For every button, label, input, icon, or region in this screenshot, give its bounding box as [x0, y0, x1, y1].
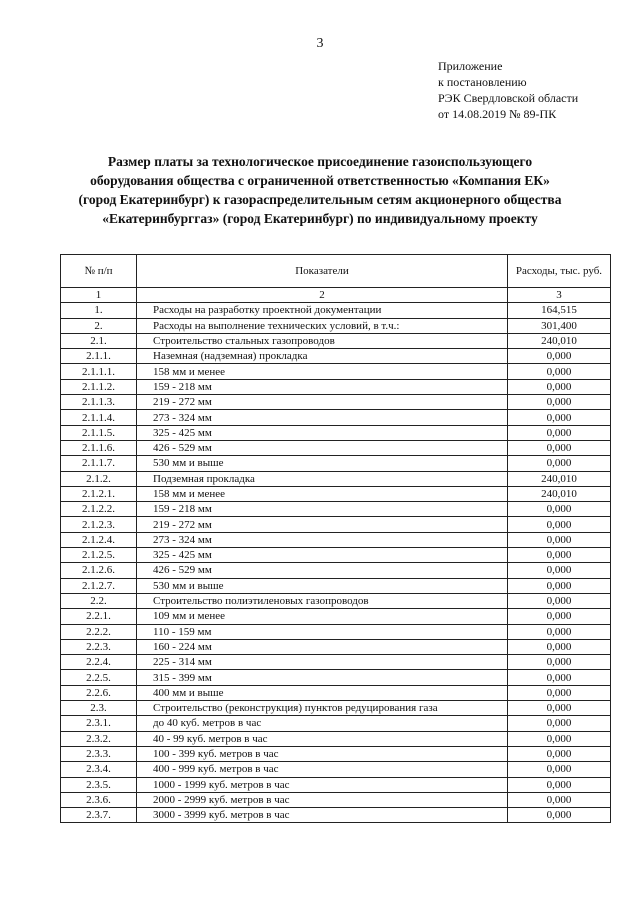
row-value: 0,000 — [508, 777, 611, 792]
row-indicator: 100 - 399 куб. метров в час — [137, 746, 508, 761]
row-indicator: 315 - 399 мм — [137, 670, 508, 685]
row-indicator: 400 мм и выше — [137, 685, 508, 700]
table-row — [61, 364, 611, 379]
row-number: 2.3.7. — [61, 808, 137, 823]
header-indicator: Показатели — [137, 255, 508, 288]
table-row — [61, 716, 611, 731]
table-row — [61, 318, 611, 333]
row-number: 2.1.2.1. — [61, 486, 137, 501]
row-value: 0,000 — [508, 808, 611, 823]
row-number: 1. — [61, 303, 137, 318]
row-number: 2.2.6. — [61, 685, 137, 700]
row-number: 2.2.4. — [61, 655, 137, 670]
index-cell: 3 — [508, 288, 611, 303]
row-indicator: 426 - 529 мм — [137, 440, 508, 455]
row-value: 0,000 — [508, 685, 611, 700]
row-indicator: 225 - 314 мм — [137, 655, 508, 670]
table-row — [61, 655, 611, 670]
table-row — [61, 395, 611, 410]
row-value: 0,000 — [508, 563, 611, 578]
row-number: 2.1. — [61, 333, 137, 348]
row-value: 0,000 — [508, 578, 611, 593]
appendix-line: от 14.08.2019 № 89-ПК — [438, 107, 557, 121]
row-value: 240,010 — [508, 333, 611, 348]
appendix-line: РЭК Свердловской области — [438, 91, 579, 105]
row-value: 0,000 — [508, 395, 611, 410]
row-number: 2.1.2.2. — [61, 502, 137, 517]
row-indicator: 273 - 324 мм — [137, 532, 508, 547]
table-row — [61, 502, 611, 517]
row-number: 2.1.2.5. — [61, 548, 137, 563]
row-number: 2.1.2. — [61, 471, 137, 486]
row-number: 2.1.1.5. — [61, 425, 137, 440]
row-value: 0,000 — [508, 609, 611, 624]
row-indicator: 530 мм и выше — [137, 578, 508, 593]
row-value: 0,000 — [508, 364, 611, 379]
table-row — [61, 303, 611, 318]
row-indicator: 158 мм и менее — [137, 486, 508, 501]
row-indicator: 325 - 425 мм — [137, 548, 508, 563]
index-cell: 2 — [137, 288, 508, 303]
table-row — [61, 701, 611, 716]
row-indicator: 159 - 218 мм — [137, 379, 508, 394]
row-indicator: Строительство (реконструкция) пунктов редуцирования газа — [137, 701, 508, 716]
table-row — [61, 349, 611, 364]
row-value: 0,000 — [508, 639, 611, 654]
row-indicator: 160 - 224 мм — [137, 639, 508, 654]
row-value: 0,000 — [508, 548, 611, 563]
table-row — [61, 471, 611, 486]
row-indicator: Расходы на выполнение технических условий, в т.ч.: — [137, 318, 508, 333]
table-row — [61, 532, 611, 547]
row-indicator: Строительство полиэтиленовых газопроводов — [137, 593, 508, 608]
row-value: 0,000 — [508, 379, 611, 394]
table-row — [61, 425, 611, 440]
title-line: «Екатеринбурггаз» (город Екатеринбург) по индивидуальному проекту — [102, 211, 538, 226]
row-number: 2.3.6. — [61, 792, 137, 807]
row-value: 0,000 — [508, 532, 611, 547]
table-row — [61, 486, 611, 501]
table-row — [61, 333, 611, 348]
row-value: 240,010 — [508, 471, 611, 486]
table-row — [61, 517, 611, 532]
title-line: Размер платы за технологическое присоединение газоиспользующего — [107, 154, 533, 169]
row-indicator: 109 мм и менее — [137, 609, 508, 624]
table-row — [61, 639, 611, 654]
header-expenses: Расходы, тыс. руб. — [508, 255, 611, 288]
row-indicator: 40 - 99 куб. метров в час — [137, 731, 508, 746]
row-number: 2.3.3. — [61, 746, 137, 761]
fee-table — [60, 254, 611, 823]
row-value: 0,000 — [508, 762, 611, 777]
row-number: 2.1.1.7. — [61, 456, 137, 471]
table-row — [61, 440, 611, 455]
document-title — [40, 152, 600, 228]
row-number: 2.3.2. — [61, 731, 137, 746]
row-value: 0,000 — [508, 440, 611, 455]
row-value: 0,000 — [508, 624, 611, 639]
row-value: 0,000 — [508, 410, 611, 425]
row-value: 301,400 — [508, 318, 611, 333]
table-row — [61, 762, 611, 777]
row-indicator: 273 - 324 мм — [137, 410, 508, 425]
row-indicator: 530 мм и выше — [137, 456, 508, 471]
table-row — [61, 624, 611, 639]
row-indicator: 426 - 529 мм — [137, 563, 508, 578]
table-row — [61, 777, 611, 792]
row-number: 2.2.2. — [61, 624, 137, 639]
row-indicator: 219 - 272 мм — [137, 517, 508, 532]
row-value: 0,000 — [508, 731, 611, 746]
row-indicator: 3000 - 3999 куб. метров в час — [137, 808, 508, 823]
row-number: 2.2.1. — [61, 609, 137, 624]
row-indicator: 219 - 272 мм — [137, 395, 508, 410]
title-line: (город Екатеринбург) к газораспределительным сетям акционерного общества — [78, 192, 562, 207]
table-index-row — [61, 288, 611, 303]
row-number: 2.3. — [61, 701, 137, 716]
row-indicator: 2000 - 2999 куб. метров в час — [137, 792, 508, 807]
row-number: 2.3.4. — [61, 762, 137, 777]
table-row — [61, 731, 611, 746]
row-value: 0,000 — [508, 716, 611, 731]
row-value: 0,000 — [508, 349, 611, 364]
row-number: 2.3.5. — [61, 777, 137, 792]
row-number: 2.2.5. — [61, 670, 137, 685]
row-number: 2.1.1.1. — [61, 364, 137, 379]
row-number: 2.1.2.6. — [61, 563, 137, 578]
table-row — [61, 593, 611, 608]
row-indicator: 158 мм и менее — [137, 364, 508, 379]
table-row — [61, 578, 611, 593]
row-number: 2.2.3. — [61, 639, 137, 654]
table-header-row — [61, 255, 611, 288]
row-number: 2.2. — [61, 593, 137, 608]
table-row — [61, 563, 611, 578]
row-value: 0,000 — [508, 655, 611, 670]
row-number: 2.1.1.2. — [61, 379, 137, 394]
row-value: 0,000 — [508, 502, 611, 517]
row-value: 0,000 — [508, 517, 611, 532]
row-number: 2.1.1.6. — [61, 440, 137, 455]
appendix-block — [438, 58, 578, 122]
row-indicator: 1000 - 1999 куб. метров в час — [137, 777, 508, 792]
table-row — [61, 792, 611, 807]
row-value: 0,000 — [508, 792, 611, 807]
row-indicator: 159 - 218 мм — [137, 502, 508, 517]
row-value: 0,000 — [508, 456, 611, 471]
row-value: 0,000 — [508, 746, 611, 761]
row-value: 0,000 — [508, 670, 611, 685]
row-number: 2. — [61, 318, 137, 333]
row-value: 240,010 — [508, 486, 611, 501]
row-indicator: 325 - 425 мм — [137, 425, 508, 440]
row-number: 2.1.1.3. — [61, 395, 137, 410]
table-row — [61, 685, 611, 700]
row-indicator: до 40 куб. метров в час — [137, 716, 508, 731]
appendix-line: Приложение — [438, 59, 503, 73]
table-row — [61, 379, 611, 394]
table-row — [61, 456, 611, 471]
title-line: оборудования общества с ограниченной ответственностью «Компания ЕК» — [90, 173, 550, 188]
table-row — [61, 410, 611, 425]
table-row — [61, 746, 611, 761]
table-row — [61, 808, 611, 823]
header-number: № п/п — [61, 255, 137, 288]
row-indicator: Подземная прокладка — [137, 471, 508, 486]
table-row — [61, 609, 611, 624]
row-indicator: Наземная (надземная) прокладка — [137, 349, 508, 364]
row-value: 164,515 — [508, 303, 611, 318]
row-value: 0,000 — [508, 593, 611, 608]
row-indicator: Расходы на разработку проектной документации — [137, 303, 508, 318]
index-cell: 1 — [61, 288, 137, 303]
row-indicator: 110 - 159 мм — [137, 624, 508, 639]
row-number: 2.1.2.4. — [61, 532, 137, 547]
row-value: 0,000 — [508, 425, 611, 440]
row-number: 2.1.2.7. — [61, 578, 137, 593]
table-row — [61, 548, 611, 563]
page-number: 3 — [316, 36, 324, 51]
row-number: 2.1.2.3. — [61, 517, 137, 532]
row-number: 2.1.1. — [61, 349, 137, 364]
row-value: 0,000 — [508, 701, 611, 716]
row-indicator: 400 - 999 куб. метров в час — [137, 762, 508, 777]
row-number: 2.3.1. — [61, 716, 137, 731]
row-number: 2.1.1.4. — [61, 410, 137, 425]
appendix-line: к постановлению — [438, 75, 527, 89]
row-indicator: Строительство стальных газопроводов — [137, 333, 508, 348]
table-row — [61, 670, 611, 685]
